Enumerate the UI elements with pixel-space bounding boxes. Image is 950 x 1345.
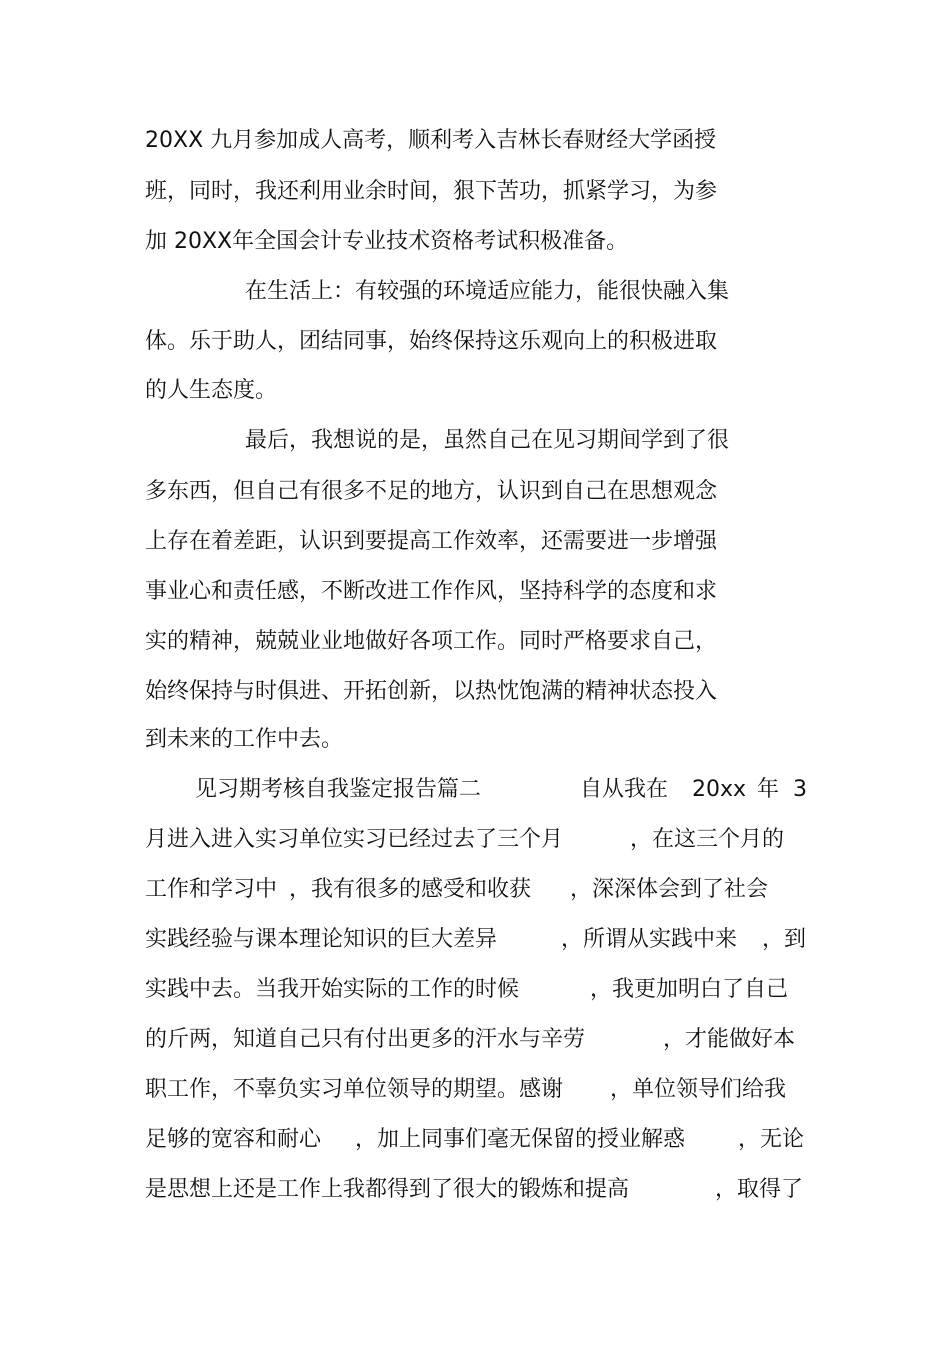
text-line: 事业心和责任感，不断改进工作作风，坚持科学的态度和求	[145, 579, 718, 604]
text-fragment: 是思想上还是工作上我都得到了很大的锻炼和提高	[145, 1177, 630, 1202]
text-line: 到未来的工作中去。	[145, 727, 344, 752]
section-heading: 见习期考核自我鉴定报告篇二	[195, 777, 482, 802]
text-line: 实的精神，兢兢业业地做好各项工作。同时严格要求自己，	[145, 629, 718, 654]
text-fragment: 月进入进入实习单位实习已经过去了三个月	[145, 827, 564, 852]
text-fragment: 实践中去。当我开始实际的工作的时候	[145, 977, 520, 1002]
text-fragment: ，在这三个月的	[630, 827, 785, 852]
text-fragment: 工作和学习中	[145, 877, 278, 902]
text-line: 20XX 九月参加成人高考，顺利考入吉林长春财经大学函授	[145, 128, 717, 153]
text-fragment: ，才能做好本	[663, 1027, 796, 1052]
text-line: 始终保持与时俱进、开拓创新，以热忱饱满的精神状态投入	[145, 679, 718, 704]
text-fragment: 自从我在	[580, 777, 669, 802]
text-fragment: ，单位领导们给我	[610, 1077, 787, 1102]
text-fragment: 3	[793, 777, 807, 802]
text-fragment: ，所谓从实践中来	[561, 927, 738, 952]
text-line: 的人生态度。	[145, 378, 278, 403]
text-line: 多东西，但自己有很多不足的地方，认识到自己在思想观念	[145, 479, 718, 504]
text-fragment: 实践经验与课本理论知识的巨大差异	[145, 927, 498, 952]
text-line: 在生活上：有较强的环境适应能力，能很快融入集	[245, 279, 730, 304]
text-fragment: ，无论	[738, 1127, 805, 1152]
text-fragment: 20xx	[692, 777, 747, 802]
text-line: 上存在着差距，认识到要提高工作效率，还需要进一步增强	[145, 529, 718, 554]
text-line: 最后，我想说的是，虽然自己在见习期间学到了很	[245, 428, 730, 453]
text-fragment: 的斤两，知道自己只有付出更多的汗水与辛劳	[145, 1027, 586, 1052]
text-fragment: ，到	[762, 927, 807, 952]
text-line: 班，同时，我还利用业余时间，狠下苦功，抓紧学习，为参	[145, 179, 718, 204]
text-fragment: ，我更加明白了自己	[590, 977, 789, 1002]
text-fragment: 年	[757, 777, 780, 802]
text-fragment: ，取得了	[715, 1177, 804, 1202]
text-fragment: ，我有很多的感受和收获	[289, 877, 532, 902]
text-line: 加 20XX年全国会计专业技术资格考试积极准备。	[145, 229, 629, 254]
text-fragment: 足够的宽容和耐心	[145, 1127, 322, 1152]
text-fragment: ，深深体会到了社会	[570, 877, 769, 902]
text-fragment: ，加上同事们毫无保留的授业解惑	[355, 1127, 686, 1152]
text-line: 体。乐于助人，团结同事，始终保持这乐观向上的积极进取	[145, 329, 718, 354]
text-fragment: 职工作，不辜负实习单位领导的期望。感谢	[145, 1077, 564, 1102]
